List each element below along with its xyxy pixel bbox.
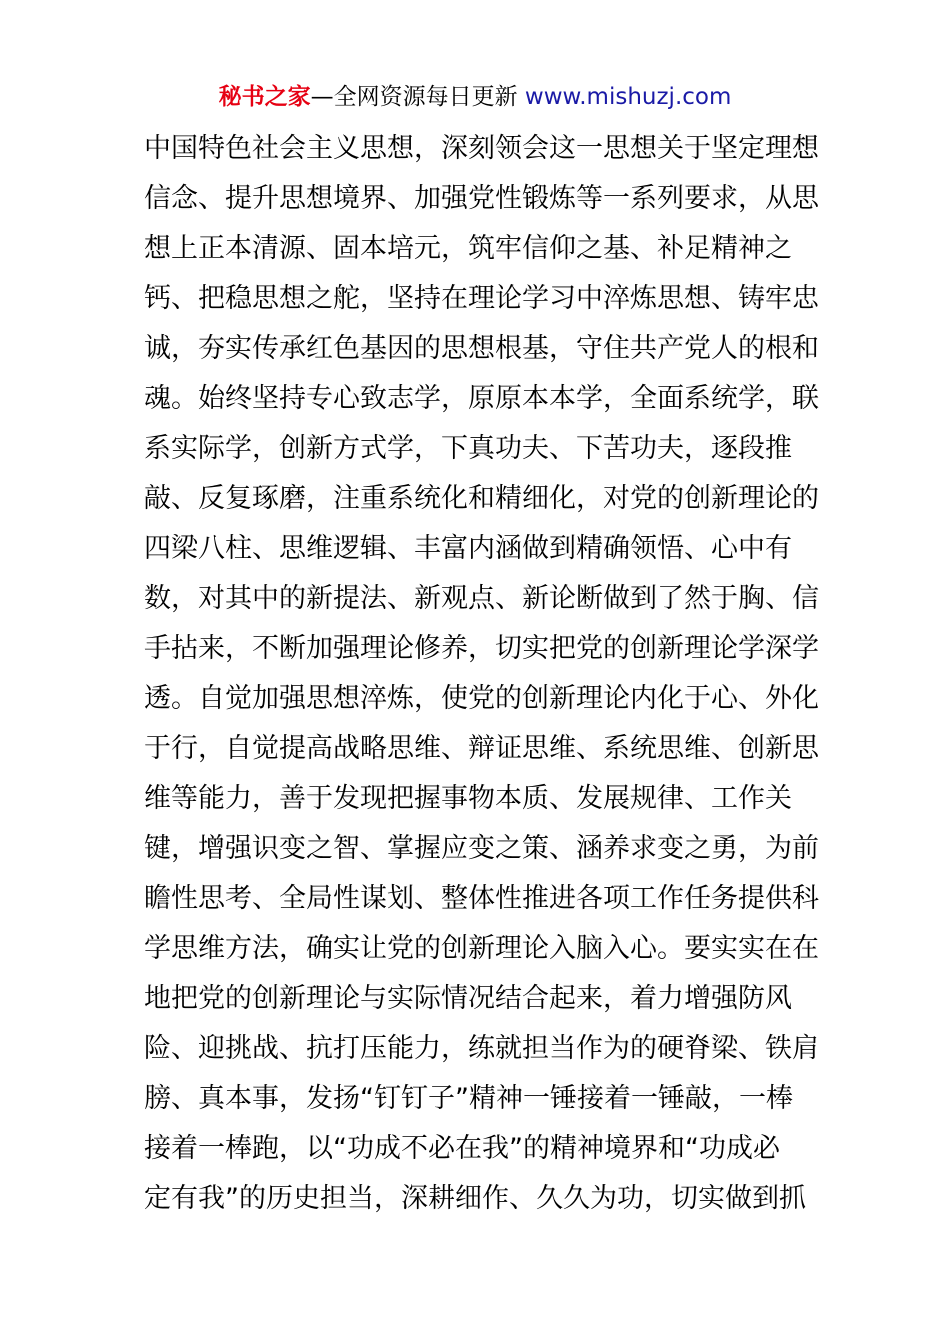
page-header [0,82,950,112]
text-line: 险、迎挑战、抗打压能力，练就担当作为的硬脊梁、铁肩 [144,1033,819,1064]
text-line: 敲、反复琢磨，注重系统化和精细化，对党的创新理论的 [144,483,819,514]
text-line: 键，增强识变之智、掌握应变之策、涵养求变之勇，为前 [144,833,819,864]
text-line: 透。自觉加强思想淬炼，使党的创新理论内化于心、外化 [144,683,819,714]
text-line: 信念、提升思想境界、加强党性锻炼等一系列要求，从思 [144,183,819,214]
text-line: 维等能力，善于发现把握事物本质、发展规律、工作关 [144,783,792,814]
text-line: 中国特色社会主义思想，深刻领会这一思想关于坚定理想 [144,133,819,164]
text-line: 学思维方法，确实让党的创新理论入脑入心。要实实在在 [144,933,819,964]
site-url-link[interactable]: www.mishuzj.com [524,84,732,110]
header-tagline: —全网资源每日更新 [310,84,525,110]
text-line: 瞻性思考、全局性谋划、整体性推进各项工作任务提供科 [144,883,819,914]
text-line: 定有我”的历史担当，深耕细作、久久为功，切实做到抓 [144,1183,806,1214]
text-line: 诚，夯实传承红色基因的思想根基，守住共产党人的根和 [144,333,819,364]
text-line: 魂。始终坚持专心致志学，原原本本学，全面系统学，联 [144,383,819,414]
text-line: 手拈来，不断加强理论修养，切实把党的创新理论学深学 [144,633,819,664]
document-body [144,124,819,1224]
text-line: 钙、把稳思想之舵，坚持在理论学习中淬炼思想、铸牢忠 [144,283,819,314]
text-line: 膀、真本事，发扬“钉钉子”精神一锤接着一锤敲，一棒 [144,1083,793,1114]
text-line: 数，对其中的新提法、新观点、新论断做到了然于胸、信 [144,583,819,614]
text-line: 四梁八柱、思维逻辑、丰富内涵做到精确领悟、心中有 [144,533,792,564]
text-line: 地把党的创新理论与实际情况结合起来，着力增强防风 [144,983,792,1014]
brand-name: 秘书之家 [218,84,311,110]
text-line: 想上正本清源、固本培元，筑牢信仰之基、补足精神之 [144,233,792,264]
text-line: 系实际学，创新方式学，下真功夫、下苦功夫，逐段推 [144,433,792,464]
text-line: 接着一棒跑，以“功成不必在我”的精神境界和“功成必 [144,1133,780,1164]
text-line: 于行，自觉提高战略思维、辩证思维、系统思维、创新思 [144,733,819,764]
